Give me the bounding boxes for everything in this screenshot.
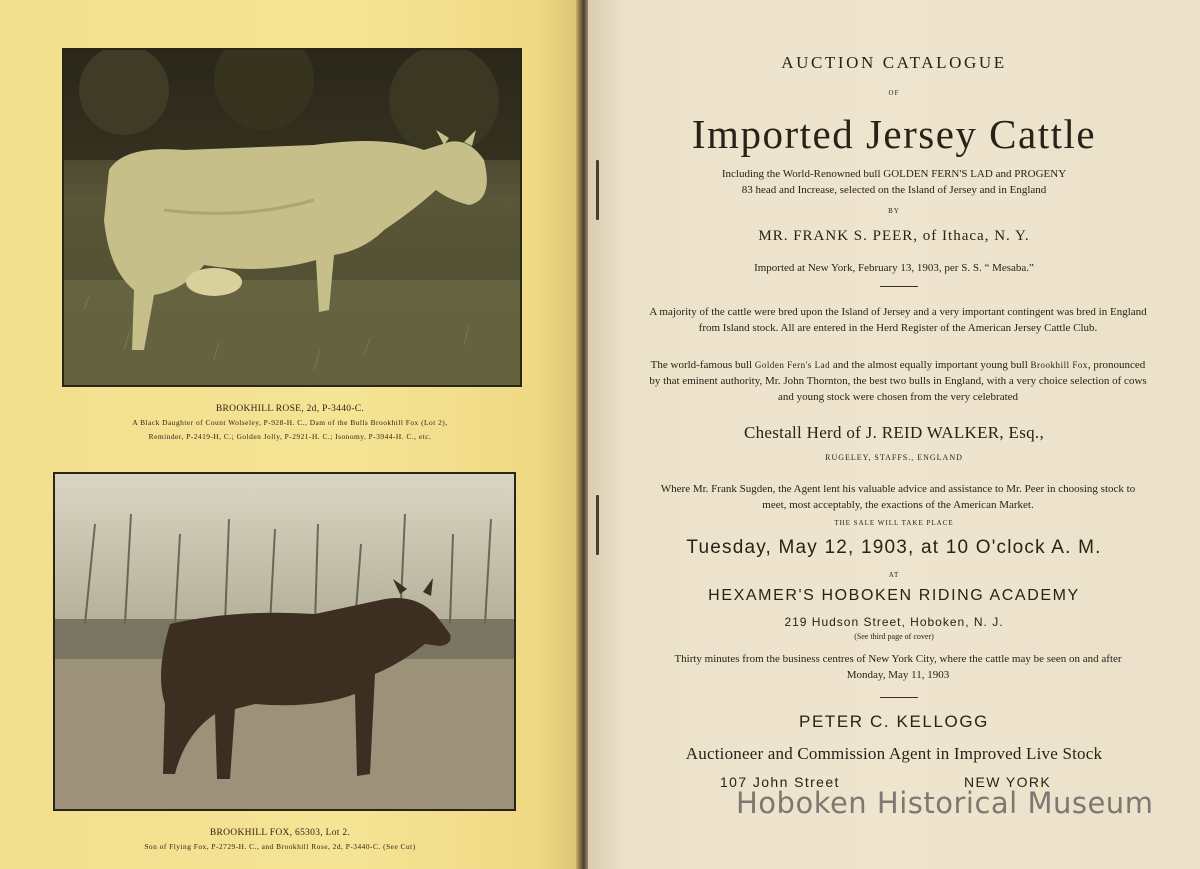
venue-address: 219 Hudson Street, Hoboken, N. J. bbox=[784, 615, 1004, 629]
bull-caption-line1: Son of Flying Fox, P-2729-H. C., and Brookhill Rose, 2d, P-3440-C. (See Cut) bbox=[144, 842, 416, 851]
by-label: BY bbox=[888, 207, 900, 215]
sale-intro: THE SALE WILL TAKE PLACE bbox=[834, 519, 954, 527]
bull-photo bbox=[53, 472, 516, 811]
right-page bbox=[588, 0, 1200, 869]
bull-caption-title: BROOKHILL FOX, 65303, Lot 2. bbox=[209, 828, 351, 838]
bulls-paragraph-text: The world-famous bull bbox=[650, 359, 755, 371]
at-label: AT bbox=[888, 571, 900, 579]
agent-paragraph: Where Mr. Frank Sugden, the Agent lent his valuable advice and assistance to Mr. Peer in choosing stock to meet, most acceptably, the exactions of the American Market. bbox=[660, 483, 1136, 511]
divider bbox=[880, 286, 918, 287]
cow-photo bbox=[62, 48, 522, 387]
herd-name: Chestall Herd of J. REID WALKER, Esq., bbox=[743, 423, 1045, 442]
venue-name: HEXAMER'S HOBOKEN RIDING ACADEMY bbox=[708, 587, 1080, 604]
cow-caption-title: BROOKHILL ROSE, 2d, P-3440-C. bbox=[215, 404, 365, 414]
bull-name-golden-fern: Golden Fern's Lad bbox=[754, 360, 831, 370]
cow-caption-line2: Reminder, P-2419-H, C.; Golden Jolly, P-2921-H. C.; Isonomy, P-3944-H. C., etc. bbox=[148, 432, 432, 441]
bull-caption bbox=[60, 826, 500, 854]
import-details: Imported at New York, February 13, 1903, per S. S. “ Mesaba.” bbox=[754, 262, 1034, 274]
herd-location: RUGELEY, STAFFS., ENGLAND bbox=[825, 453, 963, 462]
travel-paragraph: Thirty minutes from the business centres of New York City, where the cattle may be seen on and after Monday, May 11, 1903 bbox=[674, 653, 1122, 681]
of-label: OF bbox=[888, 89, 900, 97]
bulls-paragraph bbox=[648, 357, 1148, 405]
bulls-paragraph-text: , pronounced by that eminent authority, Mr. John Thornton, the best two bulls in England, with a very choice selection of cows and young stock were chosen from the very celebrated bbox=[649, 359, 1147, 403]
cow-caption-line1: A Black Daughter of Count Wolseley, P-928-H. C., Dam of the Bulls Brookhill Fox (Lot 2), bbox=[132, 418, 448, 427]
bulls-paragraph-text: and the almost equally important young bull bbox=[830, 359, 1031, 371]
auctioneer-street: 107 John Street bbox=[720, 774, 840, 790]
bull-name-brookhill-fox: Brookhill Fox bbox=[1030, 360, 1088, 370]
auctioneer-title: Auctioneer and Commission Agent in Improved Live Stock bbox=[685, 744, 1103, 763]
auctioneer-city: NEW YORK bbox=[964, 774, 1052, 790]
left-page bbox=[0, 0, 582, 869]
subtitle-line1: Including the World-Renowned bull GOLDEN FERN'S LAD and PROGENY bbox=[721, 168, 1067, 180]
catalogue-title: Imported Jersey Cattle bbox=[691, 111, 1097, 157]
sale-date: Tuesday, May 12, 1903, at 10 O'clock A. M. bbox=[686, 537, 1102, 558]
museum-watermark: Hoboken Historical Museum bbox=[736, 786, 1154, 820]
divider bbox=[880, 697, 918, 698]
venue-note: (See third page of cover) bbox=[854, 632, 934, 641]
subtitle-line2: 83 head and Increase, selected on the Island of Jersey and in England bbox=[741, 184, 1047, 196]
catalogue-heading: AUCTION CATALOGUE bbox=[781, 53, 1007, 72]
cow-caption bbox=[40, 402, 540, 444]
owner-name: MR. FRANK S. PEER, of Ithaca, N. Y. bbox=[758, 228, 1030, 244]
breeding-paragraph: A majority of the cattle were bred upon the Island of Jersey and a very important contingent was bred in England from Island stock. All are entered in the Herd Register of the American Jersey Cattle Club. bbox=[649, 306, 1147, 334]
auctioneer-name: PETER C. KELLOGG bbox=[799, 712, 989, 731]
